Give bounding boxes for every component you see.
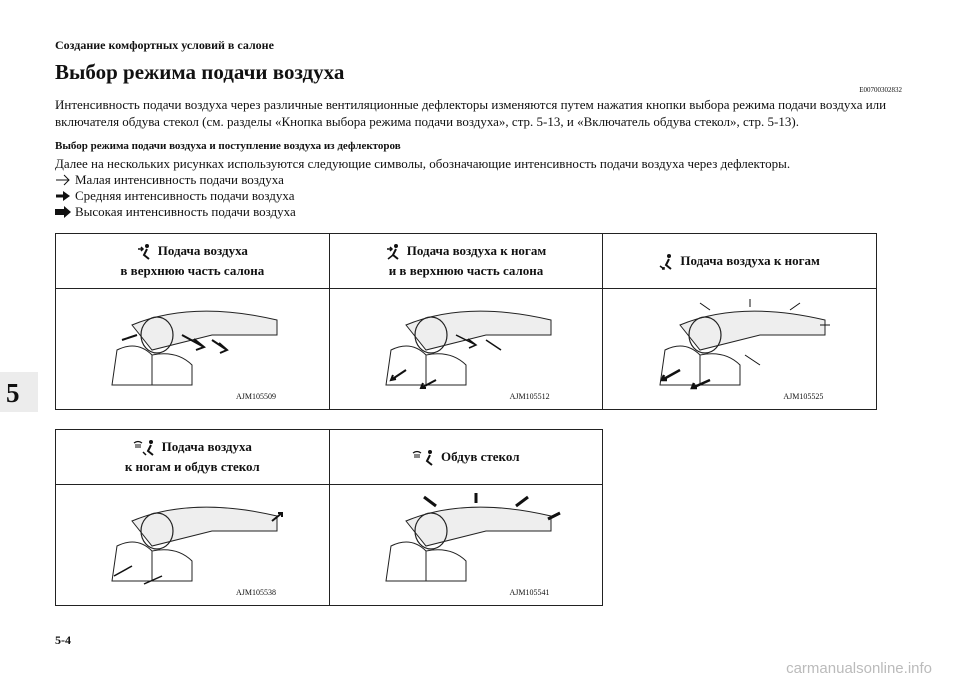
mode-header-face bbox=[56, 234, 330, 289]
legend-low-text: Малая интенсивность подачи воздуха bbox=[75, 172, 284, 187]
legend-high bbox=[55, 204, 790, 220]
legend-mid bbox=[55, 188, 790, 204]
mode-subtitle: к ногам и обдув стекол bbox=[124, 459, 260, 474]
mode-table-2 bbox=[55, 429, 603, 606]
mode-title: Подача воздуха bbox=[161, 438, 252, 454]
thin-arrow-icon bbox=[55, 174, 71, 186]
illustration-code: AJM105538 bbox=[236, 588, 277, 597]
illustration-code: AJM105512 bbox=[509, 392, 550, 401]
page-title: Выбор режима подачи воздуха bbox=[55, 60, 345, 84]
mode-header-foot-defrost bbox=[56, 430, 330, 485]
illustration-cell bbox=[329, 289, 603, 410]
mode-title: Подача воздуха bbox=[157, 242, 248, 258]
watermark: carmanualsonline.info bbox=[786, 660, 932, 677]
foot-defrost-icon bbox=[133, 439, 159, 457]
legend bbox=[55, 156, 790, 220]
chapter-tab bbox=[0, 372, 38, 412]
intro-paragraph: Интенсивность подачи воздуха через различные вентиляционные дефлекторы изменяются путем нажатия кнопки выбора режима подачи воздуха или включателя обдува стекол (см. разделы «Кнопка выбора режима подачи воздуха», стр. 5-13, и «Включатель обдува стекол», стр. 5-13). bbox=[55, 97, 887, 129]
medium-arrow-icon bbox=[55, 190, 71, 202]
legend-low bbox=[55, 172, 790, 188]
legend-heading: Выбор режима подачи воздуха и поступление воздуха из дефлекторов bbox=[55, 140, 401, 152]
mode-header-foot bbox=[603, 234, 877, 289]
section-header: Создание комфортных условий в салоне bbox=[55, 38, 274, 52]
mode-subtitle: в верхнюю часть салона bbox=[120, 263, 265, 278]
document-code: E00700302832 bbox=[859, 86, 902, 94]
defrost-icon bbox=[412, 449, 438, 467]
illustration-code: AJM105541 bbox=[509, 588, 550, 597]
mode-subtitle: и в верхнюю часть салона bbox=[388, 263, 544, 278]
legend-lead: Далее на нескольких рисунках используются следующие символы, обозначающие интенсивность подачи воздуха через дефлекторы. bbox=[55, 156, 791, 171]
legend-mid-text: Средняя интенсивность подачи воздуха bbox=[75, 188, 295, 203]
illustration-code: AJM105525 bbox=[783, 392, 824, 401]
illustration-cell bbox=[56, 289, 330, 410]
illustration-code: AJM105509 bbox=[236, 392, 277, 401]
dashboard-illustration bbox=[92, 491, 292, 586]
illustration-cell bbox=[603, 289, 877, 410]
mode-title: Обдув стекол bbox=[440, 448, 520, 464]
illustration-cell bbox=[329, 485, 603, 606]
mode-title: Подача воздуха к ногам bbox=[680, 252, 820, 268]
dashboard-illustration bbox=[92, 295, 292, 390]
dashboard-illustration bbox=[366, 295, 566, 390]
mode-title: Подача воздуха к ногам bbox=[406, 242, 547, 258]
page-number: 5-4 bbox=[55, 633, 71, 647]
illustration-cell bbox=[56, 485, 330, 606]
face-vent-icon bbox=[137, 243, 155, 261]
mode-header-bilevel bbox=[329, 234, 603, 289]
dashboard-illustration bbox=[366, 491, 566, 586]
legend-high-text: Высокая интенсивность подачи воздуха bbox=[75, 204, 296, 219]
mode-table-1 bbox=[55, 233, 877, 410]
mode-header-defrost bbox=[329, 430, 603, 485]
bilevel-vent-icon bbox=[386, 243, 404, 261]
thick-arrow-icon bbox=[55, 206, 71, 218]
dashboard-illustration bbox=[640, 295, 840, 390]
chapter-number: 5 bbox=[6, 378, 20, 408]
foot-vent-icon bbox=[659, 253, 677, 271]
